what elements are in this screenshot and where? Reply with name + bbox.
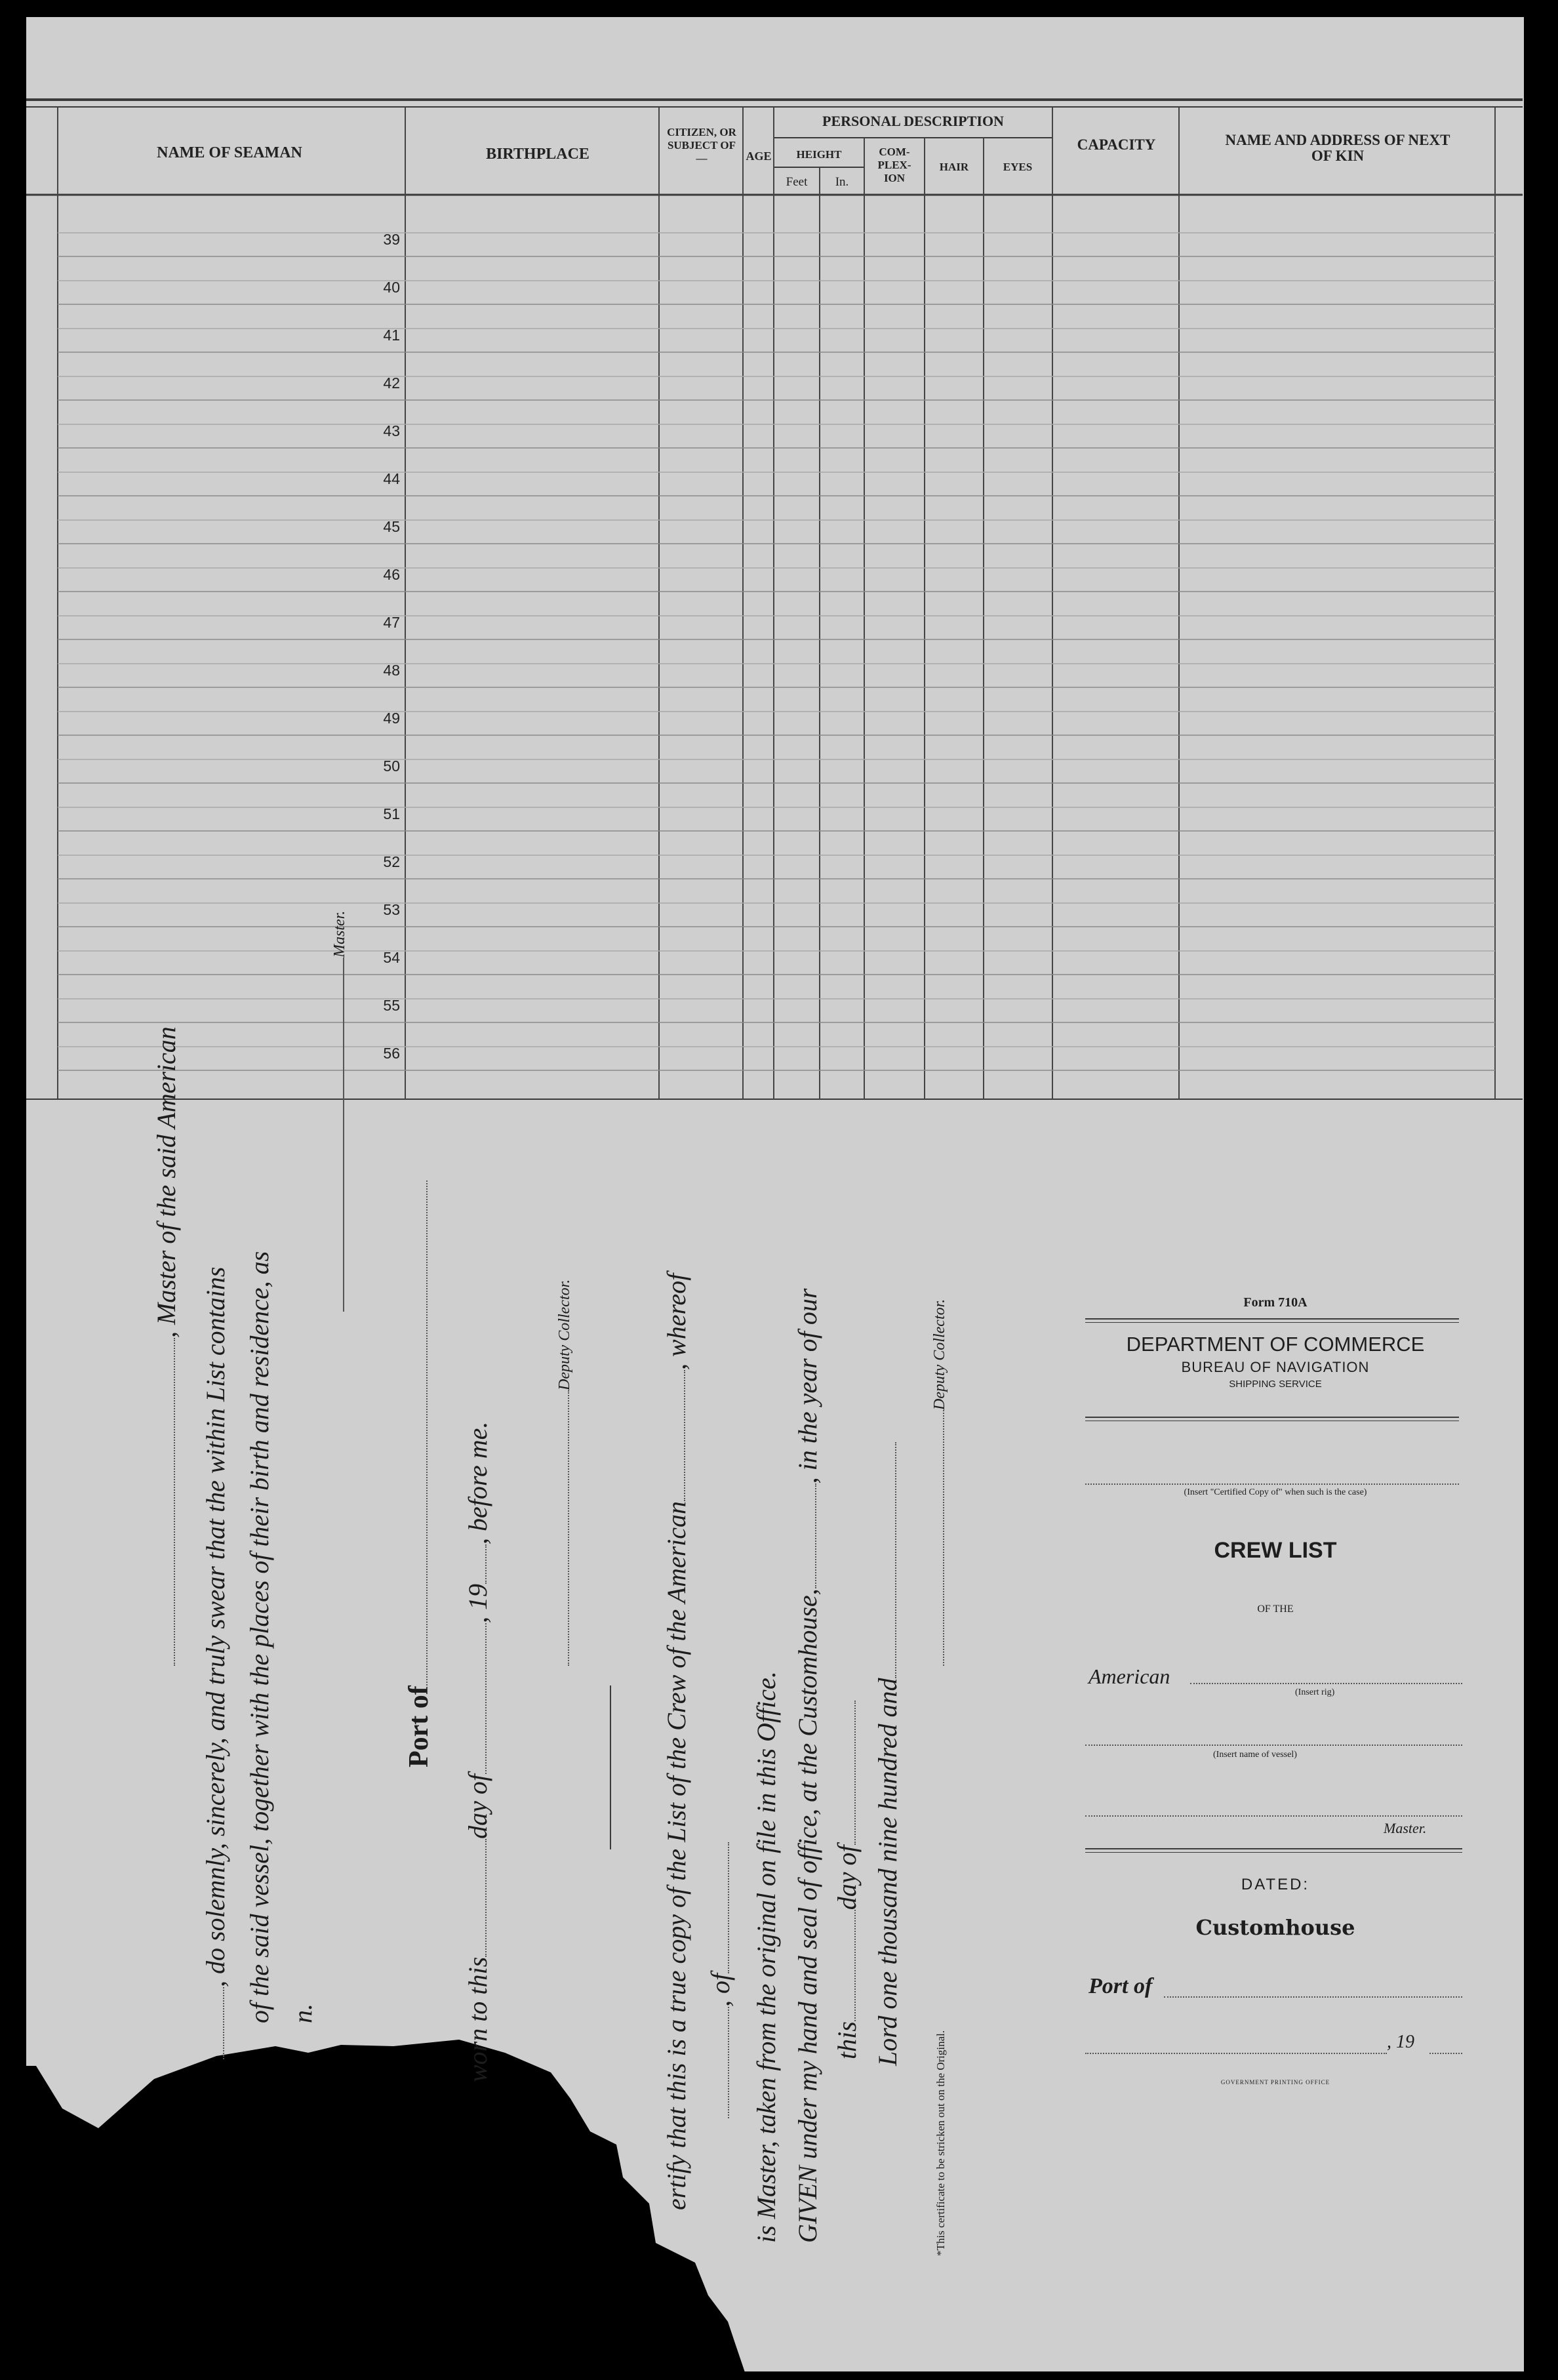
printer-mark: GOVERNMENT PRINTING OFFICE: [1220, 2079, 1330, 2086]
row-number: 49: [383, 710, 400, 727]
row-number: 42: [383, 374, 400, 392]
row-number: 48: [383, 662, 400, 679]
certificate-line-2: , of: [705, 1842, 736, 2118]
master-label: Master.: [1384, 1820, 1427, 1836]
header-name-of-seaman: NAME OF SEAMAN: [157, 144, 302, 161]
row-number: 45: [383, 518, 400, 535]
row-number: 53: [383, 901, 400, 918]
port-line: [1164, 1996, 1462, 1998]
row-number: 47: [383, 614, 400, 631]
header-capacity: CAPACITY: [1077, 136, 1156, 153]
row-number: 56: [383, 1045, 400, 1062]
department-title: DEPARTMENT OF COMMERCE: [1126, 1333, 1425, 1356]
insert-rig-note: (Insert rig): [1295, 1687, 1335, 1697]
row-number: 52: [383, 853, 400, 870]
row-number: 44: [383, 470, 400, 487]
row-number: 50: [383, 757, 400, 775]
oath-line-1: , Master of the said American: [151, 1026, 182, 1666]
row-number: 40: [383, 279, 400, 296]
insert-vessel-note: (Insert name of vessel): [1213, 1750, 1297, 1760]
oath-deputy-collector: Deputy Collector.: [556, 1280, 574, 1666]
certificate-footnote: *This certificate to be stricken out on the Original.: [934, 2030, 947, 2256]
header-next-of-kin: NAME AND ADDRESS OF NEXT OF KIN: [1225, 132, 1450, 164]
header-feet: Feet: [786, 175, 808, 189]
row-number: 51: [383, 805, 400, 822]
of-the-label: OF THE: [1257, 1603, 1294, 1615]
header-hair: HAIR: [939, 161, 969, 173]
certificate-line-4: GIVEN under my hand and seal of office, at the Customhouse,, in the year of our: [793, 1288, 822, 2243]
cover-rule-mid: [1085, 1417, 1459, 1418]
header-personal-description: PERSONAL DESCRIPTION: [822, 113, 1004, 129]
row-number: 39: [383, 231, 400, 248]
header-age: AGE: [746, 150, 772, 163]
insert-certified-note: (Insert "Certified Copy of" when such is the case): [1184, 1487, 1367, 1497]
service-title: SHIPPING SERVICE: [1229, 1379, 1322, 1390]
rig-line: [1190, 1683, 1462, 1684]
certificate-line-5: thisday of: [831, 1701, 862, 2059]
cover-rule-low: [1085, 1848, 1462, 1849]
certificate-line-6: Lord one thousand nine hundred and: [872, 1442, 903, 2066]
oath-master-label: Master.: [331, 911, 349, 1312]
crew-table-grid: [0, 0, 1558, 1115]
header-eyes: EYES: [1003, 161, 1033, 173]
oath-separator: [610, 1685, 611, 1849]
customhouse-label: Customhouse: [1195, 1915, 1355, 1940]
oath-line-2: , do solemnly, sincerely, and truly swear that the within List contains: [200, 1267, 231, 2059]
oath-port-of: Port of: [403, 1180, 435, 1767]
certificate-deputy-collector: Deputy Collector.: [931, 1299, 949, 1666]
crew-list-title: CREW LIST: [1214, 1538, 1337, 1563]
form-number: Form 710A: [1243, 1295, 1308, 1310]
certificate-line-1: ertify that this is a true copy of the List of the Crew of the American, whereof: [662, 1273, 691, 2210]
certified-copy-line: [1085, 1483, 1459, 1485]
year-label: , 19: [1387, 2032, 1414, 2052]
year-line: [1429, 2053, 1462, 2054]
row-number: 55: [383, 997, 400, 1014]
oath-sworn-line: worn to thisday of, 19, before me.: [463, 1421, 492, 2082]
header-complexion: COM- PLEX- ION: [877, 146, 911, 184]
vessel-name-line: [1085, 1745, 1462, 1746]
master-line: [1085, 1815, 1462, 1817]
row-number: 43: [383, 422, 400, 439]
certificate-line-3: is Master, taken from the original on file in this Office.: [751, 1671, 781, 2243]
header-height: HEIGHT: [796, 148, 842, 161]
row-number: 46: [383, 566, 400, 583]
header-citizen: CITIZEN, OR SUBJECT OF—: [667, 126, 736, 165]
bureau-title: BUREAU OF NAVIGATION: [1181, 1359, 1370, 1375]
cover-rule-low-2: [1085, 1852, 1462, 1853]
header-inches: In.: [835, 175, 849, 189]
port-of-label: Port of: [1089, 1974, 1153, 1998]
american-label: American: [1089, 1664, 1170, 1688]
oath-line-3: of the said vessel, together with the places of their birth and residence, as: [245, 1251, 274, 2023]
dated-label: DATED:: [1241, 1876, 1310, 1893]
cover-rule-top: [1085, 1318, 1459, 1320]
header-birthplace: BIRTHPLACE: [486, 146, 589, 163]
row-number: 54: [383, 949, 400, 966]
cover-rule-top-2: [1085, 1322, 1459, 1323]
date-line: [1085, 2053, 1387, 2054]
oath-line-4: n.: [288, 2004, 317, 2023]
row-number: 41: [383, 327, 400, 344]
